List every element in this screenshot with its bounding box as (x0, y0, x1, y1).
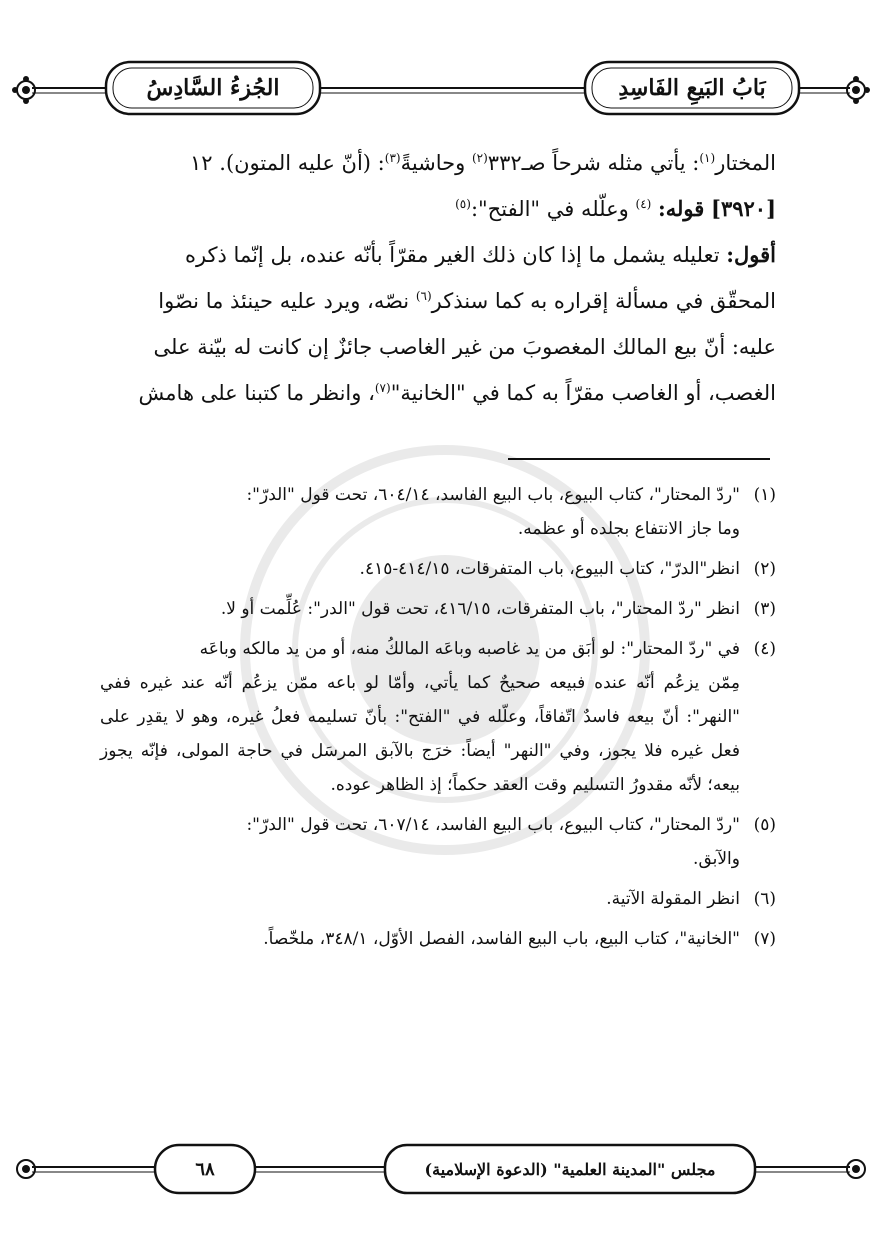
text-line-3: أقول: تعليله يشمل ما إذا كان ذلك الغير مقرّاً بأنّه عنده، بل إنّما ذكره (184, 242, 776, 267)
chapter-title: بَابُ البَيعِ الفَاسِدِ (618, 75, 766, 101)
footnote-ref-4: (٤) (635, 197, 652, 211)
text-line-2: [٣٩٢٠] قوله: $^{(٤)}$ وعلّله في "الفتح":$^{(٥)}$ (455, 196, 776, 221)
text-line-4: المحقّق في مسألة إقراره به كما سنذكر$^{(٦)}$ نصّه، ويرد عليه حينئذ ما نصّوا (158, 289, 776, 313)
text-line-6: الغصب، أو الغاصب مقرّاً به كما في "الخانية"$^{(٧)}$، وانظر ما كتبنا على هامش (138, 381, 776, 405)
publisher-label: مجلس "المدينة العلمية" (الدعوة الإسلامية) (424, 1159, 716, 1179)
page-footer (0, 1135, 882, 1205)
qawluhu-label: قوله: (658, 196, 705, 221)
footnote-ref-5: (٥) (455, 197, 471, 211)
flower-ornament-left-icon (12, 76, 35, 104)
footnote-3: (٣)انظر "ردّ المحتار"، باب المتفرقات، ٤١٦/١٥، تحت قول "الدر": عُلِّمت أو لا. (220, 599, 776, 619)
footnotes (100, 478, 776, 962)
footnote-7: (٧)"الخانية"، كتاب البيع، باب البيع الفاسد، الفصل الأوّل، ٣٤٨/١، ملخّصاً. (263, 929, 776, 949)
footnote-2: (٢)انظر"الدرّ"، كتاب البيوع، باب المتفرقات، ٤١٤/١٥-٤١٥. (359, 559, 776, 579)
footnote-ref-2: (٢) (471, 151, 488, 165)
volume-title: الجُزءُ السَّادِسُ (146, 75, 280, 101)
footnote-ref-7: (٧) (374, 381, 391, 395)
footnote-ref-6: (٦) (415, 289, 432, 303)
page-number: ٦٨ (195, 1158, 215, 1180)
main-text (108, 140, 776, 416)
footnote-divider (508, 458, 770, 460)
page-header (0, 0, 882, 130)
footnote-1: (١)"ردّ المحتار"، كتاب البيوع، باب البيع الفاسد، ٦٠٤/١٤، تحت قول "الدرّ": وما جاز الانتفاع بجلده أو عظمه. (246, 485, 776, 539)
footnote-5: (٥)"ردّ المحتار"، كتاب البيوع، باب البيع الفاسد، ٦٠٧/١٤، تحت قول "الدرّ": والآبق. (246, 815, 776, 869)
aqulu-label: أقول: (726, 242, 776, 267)
flower-ornament-right-icon (847, 1160, 865, 1178)
header-ornament (0, 0, 882, 130)
text-line-5: عليه: أنّ بيع المالك المغصوبَ من غير الغاصب جائزٌ إن كانت له بيّنة على (153, 335, 776, 359)
flower-ornament-right-icon (847, 76, 870, 104)
flower-ornament-left-icon (17, 1160, 35, 1178)
text-line-1: المختار$^{(١)}$: يأتي مثله شرحاً صـ٣٣٢$^{(٢)}$ وحاشيةً$^{(٣)}$: (أنّ عليه المتون). ١٢ (190, 151, 776, 175)
entry-number: [٣٩٢٠] (711, 196, 776, 221)
footnote-4: (٤)في "ردّ المحتار": لو أبَق من يد غاصبه وباعَه المالكُ منه، أو من يد مالكه وباعَه مِمّن يزعُم أنّه عنده فبيعه صحيحٌ كما يأتي، وأمّا لو باعه ممّن يزعُم أنّه عند غيره ففي "النهر": أنّ بيعه فاسدٌ اتّفاقاً، وعلّله في "الفتح": بأنّ تسليمه فعلُ غيره، وهو لا يقدِر على فعل غيره فلا يجوز، وفي "النهر" أيضاً: خرَج بالآبق المرسَل في حاجة المولى، فإنّه يجوز بيعه؛ لأنّه مقدورُ التسليم وقت العقد حكماً؛ إذ الظاهر عوده. (100, 639, 776, 795)
footnote-6: (٦)انظر المقولة الآتية. (606, 889, 776, 909)
footnote-ref-1: (١) (699, 151, 716, 165)
footnote-ref-3: (٣) (384, 151, 401, 165)
